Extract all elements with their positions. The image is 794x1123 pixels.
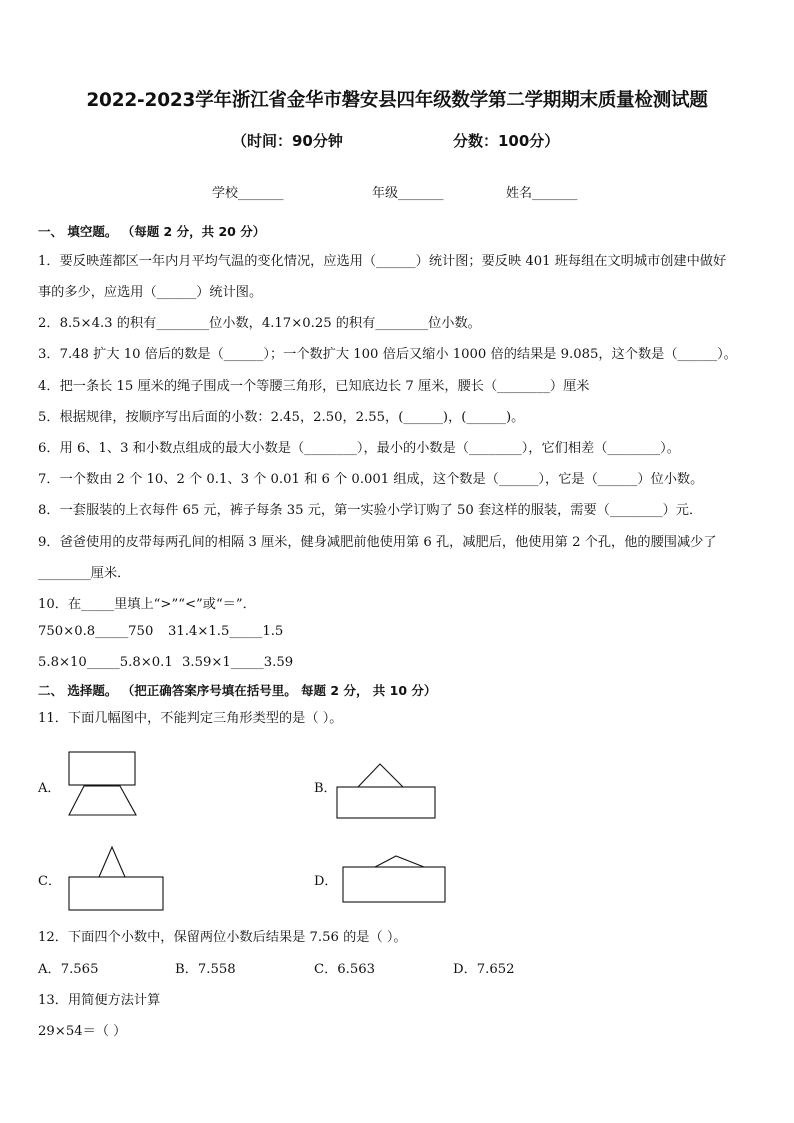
figure-d-triangle-top — [375, 856, 424, 867]
question-9-line-2: ________厘米． — [38, 566, 131, 581]
question-8: 8．一套服装的上衣每件 65 元，裤子每条 35 元，第一实验小学订购了 50 套这样的服装，需要（________）元． — [38, 503, 703, 518]
question-10-item-3: 5.8×10_____5.8×0.1 — [38, 655, 173, 670]
question-10-item-2: 31.4×1.5_____1.5 — [168, 624, 284, 639]
question-5: 5．根据规律，按顺序写出后面的小数：2.45，2.50，2.55，(______)，(______)。 — [38, 410, 525, 425]
question-13-expression: 29×54＝（ ） — [38, 1024, 127, 1039]
name-field: 姓名_______ — [506, 186, 578, 201]
figure-a-trapezoid — [69, 786, 136, 815]
question-10-item-1: 750×0.8_____750 — [38, 624, 154, 639]
question-6: 6．用 6、1、3 和小数点组成的最大小数是（________），最小的小数是（________），它们相差（________）。 — [38, 441, 680, 456]
figure-c — [66, 845, 176, 915]
question-13-stem: 13．用简便方法计算 — [38, 993, 161, 1008]
question-7: 7．一个数由 2 个 10、2 个 0.1、3 个 0.01 和 6 个 0.001 组成，这个数是（______），它是（______）位小数。 — [38, 472, 704, 487]
exam-time: （时间：90分钟 — [232, 132, 343, 150]
figure-c-triangle-top — [99, 847, 125, 877]
question-10-item-4: 3.59×1_____3.59 — [182, 655, 294, 670]
option-d-label: D． — [314, 874, 338, 889]
section-fill-in-title: 一、 填空题。 （每题 2 分，共 20 分） — [38, 224, 266, 239]
question-12-option-a: A．7.565 — [38, 962, 99, 977]
question-12-stem: 12．下面四个小数中，保留两位小数后结果是 7.56 的是（ ）。 — [38, 930, 407, 945]
question-1-line-1: 1．要反映莲都区一年内月平均气温的变化情况，应选用（______）统计图；要反映 401 班每组在文明城市创建中做好 — [38, 254, 727, 269]
option-c-label: C． — [38, 874, 61, 889]
figure-a — [66, 750, 176, 820]
option-a-label: A． — [38, 781, 61, 796]
question-12-option-b: B．7.558 — [175, 962, 236, 977]
figure-b-rectangle — [337, 787, 435, 818]
figure-b — [336, 755, 446, 825]
question-10-stem: 10．在_____里填上“>”“<”或“＝”． — [38, 597, 256, 612]
figure-d-rectangle — [343, 867, 445, 902]
question-4: 4．把一条长 15 厘米的绳子围成一个等腰三角形，已知底边长 7 厘米，腰长（________）厘米 — [38, 379, 590, 394]
figure-c-rectangle — [69, 877, 163, 910]
school-field: 学校_______ — [212, 186, 284, 201]
grade-field: 年级_______ — [372, 186, 444, 201]
question-9-line-1: 9．爸爸使用的皮带每两孔间的相隔 3 厘米，健身减肥前他使用第 6 孔，减肥后，他使用第 2 个孔，他的腰围减少了 — [38, 535, 717, 550]
question-11-stem: 11．下面几幅图中，不能判定三角形类型的是（ ）。 — [38, 711, 343, 726]
document-title: 2022-2023学年浙江省金华市磐安县四年级数学第二学期期末质量检测试题 — [86, 90, 708, 111]
exam-score: 分数：100分） — [453, 132, 560, 150]
question-12-option-c: C．6.563 — [314, 962, 376, 977]
figure-b-triangle-top — [358, 764, 403, 787]
option-b-label: B． — [314, 781, 337, 796]
question-2: 2．8.5×4.3 的积有________位小数，4.17×0.25 的积有________位小数。 — [38, 316, 481, 331]
question-3: 3．7.48 扩大 10 倍后的数是（______）；一个数扩大 100 倍后又缩小 1000 倍的结果是 9.085，这个数是（______）。 — [38, 347, 737, 362]
section-choice-title: 二、 选择题。 （把正确答案序号填在括号里。 每题 2 分， 共 10 分） — [38, 683, 437, 698]
question-1-line-2: 事的多少，应选用（______）统计图。 — [38, 285, 263, 300]
figure-a-rectangle — [69, 752, 135, 785]
figure-d — [342, 853, 452, 908]
question-12-option-d: D．7.652 — [453, 962, 515, 977]
